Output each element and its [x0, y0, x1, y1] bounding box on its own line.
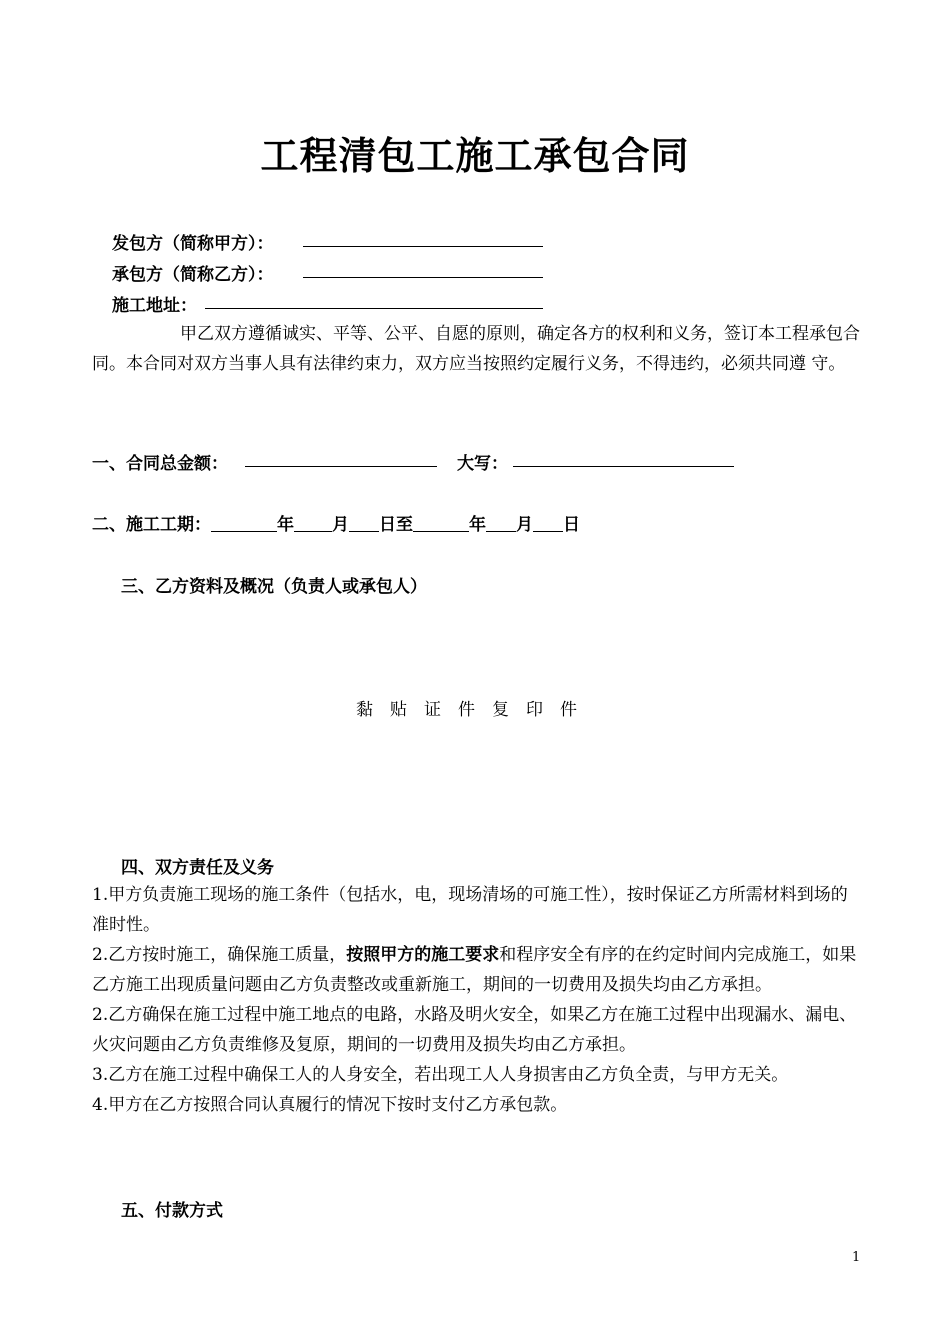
capital-blank: [513, 466, 734, 467]
site-blank: [205, 308, 543, 309]
site-label: 施工地址：: [112, 296, 197, 316]
duty-item: [92, 940, 862, 1000]
party-b-label: 承包方（简称乙方）：: [112, 265, 274, 285]
end-month-blank: [486, 513, 516, 532]
party-a-label: 发包方（简称甲方）：: [112, 234, 274, 254]
page-title: 工程清包工施工承包合同: [260, 134, 690, 178]
amount-blank: [245, 466, 437, 467]
section-three-heading: 三、乙方资料及概况（负责人或承包人）: [121, 577, 427, 597]
section-five-heading: 五、付款方式: [121, 1201, 223, 1221]
amount-label: 一、合同总金额：: [92, 454, 228, 474]
start-month-blank: [294, 513, 332, 532]
start-day-unit: 日至: [379, 515, 413, 535]
start-year-unit: 年: [277, 515, 294, 535]
intro-paragraph: [92, 319, 862, 379]
duties-list: [92, 880, 862, 1120]
intro-text: 甲乙双方遵循诚实、平等、公平、自愿的原则，确定各方的权利和义务，签订本工程承包合同。本合同对双方当事人具有法律约束力，双方应当按照约定履行义务，不得违约，必须共同遵 守。: [92, 324, 860, 374]
capital-label: 大写：: [457, 454, 508, 474]
start-year-blank: [211, 513, 277, 532]
page-number: 1: [852, 1250, 861, 1265]
duty-item: 4.甲方在乙方按照合同认真履行的情况下按时支付乙方承包款。: [92, 1095, 568, 1115]
duty-item-2-end: 和程序安全有序的在约定时间内完成施工，如果乙方施工出现质量问题由乙方负责整改或重新施工，期间的一切费用及损失均由乙方承担。: [92, 945, 857, 995]
duty-item: 2.乙方确保在施工过程中施工地点的电路，水路及明火安全，如果乙方在施工过程中出现漏水、漏电、火灾问题由乙方负责维修及复原，期间的一切费用及损失均由乙方承担。: [92, 1005, 857, 1055]
start-day-blank: [349, 513, 379, 532]
end-month-unit: 月: [516, 515, 533, 535]
start-month-unit: 月: [332, 515, 349, 535]
duty-item: 1.甲方负责施工现场的施工条件（包括水，电，现场清场的可施工性），按时保证乙方所需材料到场的准时性。: [92, 885, 848, 935]
period-row: [92, 510, 580, 535]
end-day-blank: [533, 513, 563, 532]
party-b-blank: [303, 277, 543, 278]
period-label: 二、施工工期：: [92, 515, 211, 535]
duty-item-2-start: 2.乙方按时施工，确保施工质量，: [92, 945, 347, 965]
party-a-blank: [303, 246, 543, 247]
end-year-blank: [413, 513, 469, 532]
duty-item-2-emphasis: 按照甲方的施工要求: [346, 945, 500, 965]
id-copy-placeholder: 黏贴证件复印件: [356, 700, 594, 720]
duty-item: 3.乙方在施工过程中确保工人的人身安全，若出现工人人身损害由乙方负全责，与甲方无关。: [92, 1065, 789, 1085]
section-four-heading: 四、双方责任及义务: [121, 858, 274, 878]
end-year-unit: 年: [469, 515, 486, 535]
end-day-unit: 日: [563, 515, 580, 535]
